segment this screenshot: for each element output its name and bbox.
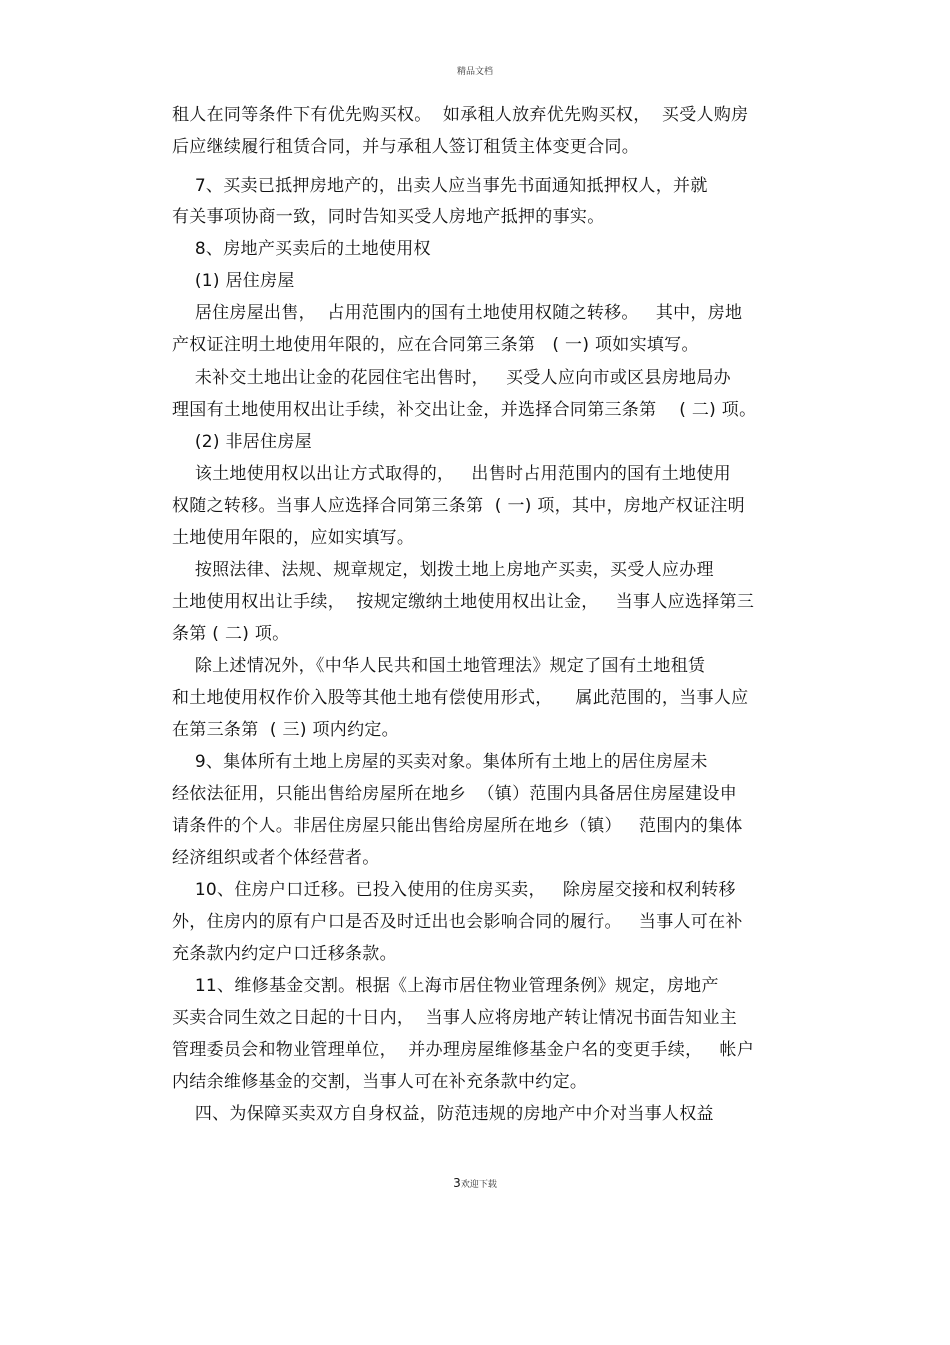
text-line: 后应继续履行租赁合同，并与承租人签订租赁主体变更合同。 (172, 137, 640, 157)
footer-text: 欢迎下载 (460, 1180, 497, 1190)
text-line: 四、为保障买卖双方自身权益，防范违规的房地产中介对当事人权益 (172, 1104, 714, 1124)
text-line: 权随之转移。当事人应选择合同第三条第 ( 一) 项，其中，房地产权证注明 (172, 496, 745, 516)
text-line: 8、房地产买卖后的土地使用权 (172, 239, 431, 259)
text-line: (2) 非居住房屋 (172, 432, 312, 452)
text-line: 买卖合同生效之日起的十日内， 当事人应将房地产转让情况书面告知业主 (172, 1008, 738, 1028)
text-line: 在第三条第 ( 三) 项内约定。 (172, 720, 399, 740)
text-line: (1) 居住房屋 (172, 271, 295, 291)
text-line: 管理委员会和物业管理单位， 并办理房屋维修基金户名的变更手续， 帐户 (172, 1040, 755, 1060)
page-number: 3 (453, 1176, 461, 1190)
text-line: 和土地使用权作价入股等其他土地有偿使用形式， 属此范围的，当事人应 (172, 688, 749, 708)
text-line: 理国有土地使用权出让手续，补交出让金，并选择合同第三条第 ( 二) 项。 (172, 400, 757, 420)
text-line: 11、维修基金交割。根据《上海市居住物业管理条例》规定，房地产 (172, 976, 719, 996)
page-header: 精品文档 (456, 67, 493, 77)
text-line: 产权证注明土地使用年限的，应在合同第三条第 ( 一) 项如实填写。 (172, 335, 699, 355)
page-footer (0, 1176, 950, 1190)
text-line: 9、集体所有土地上房屋的买卖对象。集体所有土地上的居住房屋未 (172, 752, 708, 772)
text-line: 经依法征用，只能出售给房屋所在地乡 （镇）范围内具备居住房屋建设申 (172, 784, 738, 804)
text-line: 请条件的个人。非居住房屋只能出售给房屋所在地乡（镇） 范围内的集体 (172, 816, 743, 836)
text-line: 按照法律、法规、规章规定，划拨土地上房地产买卖，买受人应办理 (172, 560, 714, 580)
text-line: 7、买卖已抵押房地产的，出卖人应当事先书面通知抵押权人，并就 (172, 176, 708, 196)
text-line: 除上述情况外，《中华人民共和国土地管理法》规定了国有土地租赁 (172, 656, 706, 676)
text-line: 未补交土地出让金的花园住宅出售时， 买受人应向市或区县房地局办 (172, 368, 731, 388)
text-line: 有关事项协商一致，同时告知买受人房地产抵押的事实。 (172, 207, 605, 227)
text-line: 租人在同等条件下有优先购买权。 如承租人放弃优先购买权， 买受人购房 (172, 105, 749, 125)
text-line: 土地使用权出让手续， 按规定缴纳土地使用权出让金， 当事人应选择第三 (172, 592, 755, 612)
text-line: 10、住房户口迁移。已投入使用的住房买卖， 除房屋交接和权利转移 (172, 880, 736, 900)
text-line: 该土地使用权以出让方式取得的， 出售时占用范围内的国有土地使用 (172, 464, 731, 484)
text-line: 条第 ( 二) 项。 (172, 624, 290, 644)
text-line: 内结余维修基金的交割，当事人可在补充条款中约定。 (172, 1072, 588, 1092)
text-line: 居住房屋出售， 占用范围内的国有土地使用权随之转移。 其中，房地 (172, 303, 743, 323)
text-line: 外，住房内的原有户口是否及时迁出也会影响合同的履行。 当事人可在补 (172, 912, 743, 932)
text-line: 经济组织或者个体经营者。 (172, 848, 380, 868)
text-line: 土地使用年限的，应如实填写。 (172, 528, 415, 548)
text-line: 充条款内约定户口迁移条款。 (172, 944, 397, 964)
